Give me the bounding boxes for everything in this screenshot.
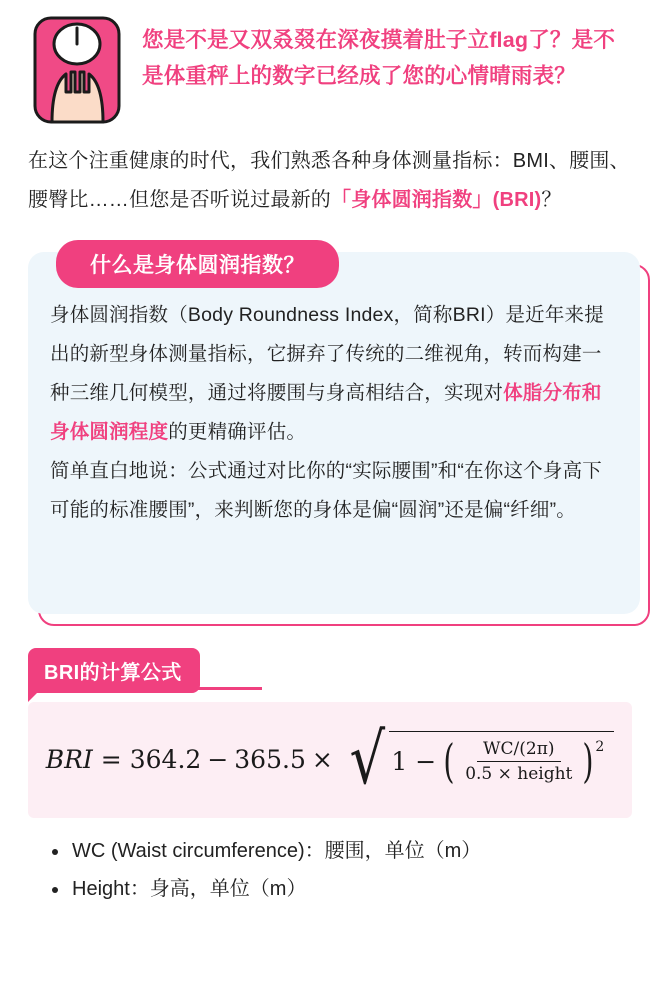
section-card xyxy=(28,252,640,614)
section2-title-underline xyxy=(32,687,262,690)
section1-paragraph-1 xyxy=(50,296,618,452)
formula-lhs: BRI xyxy=(45,745,93,775)
sqrt-radicand xyxy=(389,731,614,788)
formula-square-root xyxy=(345,718,614,801)
list-item: Height：身高，单位（m） xyxy=(72,870,632,908)
formula-paren-right: ) xyxy=(582,734,594,789)
formula-equals: = xyxy=(100,745,122,775)
formula-exponent: 2 xyxy=(595,739,605,756)
formula-const2: 365.5 xyxy=(234,745,306,775)
intro-emphasis: 「身体圆润指数」(BRI) xyxy=(331,189,542,211)
section-what-is-bri xyxy=(28,242,632,632)
intro-text-part1: 在这个注重健康的时代，我们熟悉各种身体测量指标：BMI、腰围、腰臀比……但您是否听说过最新的 xyxy=(28,150,630,211)
section-formula-header xyxy=(28,648,632,692)
header xyxy=(28,14,632,126)
intro-paragraph xyxy=(28,142,632,220)
formula-card xyxy=(28,702,632,818)
formula-paren-left: ( xyxy=(443,734,455,789)
section1-title-badge: 什么是身体圆润指数？ xyxy=(56,240,339,288)
sqrt-sign-icon: √ xyxy=(349,718,385,801)
section2-title-badge: BRI的计算公式 xyxy=(28,648,200,693)
formula-const1: 364.2 xyxy=(129,745,202,775)
formula-fraction-numerator: WC/(2π) xyxy=(477,739,560,762)
formula-variable-list xyxy=(28,832,632,908)
section1-p1-emphasis: 体脂分布和身体圆润程度 xyxy=(50,382,602,443)
weight-scale-illustration-icon xyxy=(28,14,126,126)
section1-p1-part-a: 身体圆润指数（Body Roundness Index，简称BRI）是近年来提出的新型身体测量指标，它摒弃了传统的二维视角，转而构建一种三维几何模型，通过将腰围与身高相结合，实现对 xyxy=(50,304,604,404)
section1-body xyxy=(50,296,618,530)
page-title: 您是不是又双叒叕在深夜摸着肚子立flag了？是不是体重秤上的数字已经成了您的心情晴雨表？ xyxy=(142,28,616,88)
formula-times: × xyxy=(311,745,333,775)
formula-radicand-lead: 1 − xyxy=(391,746,437,776)
section1-paragraph-2: 简单直白地说：公式通过对比你的“实际腰围”和“在你这个身高下可能的标准腰围”，来判断您的身体是偏“圆润”还是偏“纤细”。 xyxy=(50,460,602,521)
list-item: WC (Waist circumference)：腰围，单位（m） xyxy=(72,832,632,870)
intro-text-part2: ？ xyxy=(541,189,562,211)
formula-fraction xyxy=(459,739,578,784)
section1-p1-part-b: 的更精确评估。 xyxy=(168,421,307,443)
formula-fraction-denominator: 0.5 × height xyxy=(465,763,573,784)
bri-formula xyxy=(45,718,615,801)
formula-minus: − xyxy=(207,745,229,775)
